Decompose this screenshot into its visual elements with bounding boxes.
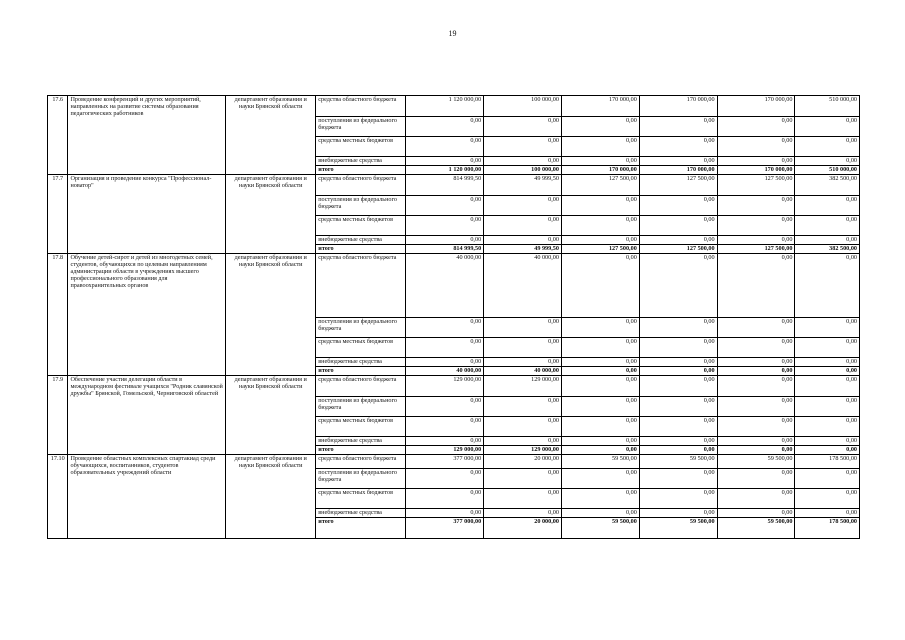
amount-cell: 510 000,00 bbox=[795, 166, 860, 175]
funding-source: средства местных бюджетов bbox=[316, 489, 406, 509]
amount-cell: 0,00 bbox=[561, 437, 639, 446]
amount-cell: 127 500,00 bbox=[639, 245, 717, 254]
funding-source: средства областного бюджета bbox=[316, 175, 406, 196]
amount-cell: 382 500,00 bbox=[795, 175, 860, 196]
funding-source: средства областного бюджета bbox=[316, 376, 406, 397]
funding-source: средства местных бюджетов bbox=[316, 137, 406, 157]
amount-cell: 49 999,50 bbox=[484, 245, 562, 254]
amount-cell: 0,00 bbox=[639, 417, 717, 437]
funding-source: итого bbox=[316, 446, 406, 455]
funding-source: итого bbox=[316, 518, 406, 539]
amount-cell: 0,00 bbox=[561, 358, 639, 367]
amount-cell: 129 000,00 bbox=[406, 446, 484, 455]
amount-cell: 49 999,50 bbox=[484, 175, 562, 196]
item-name: Организация и проведение конкурса "Профессионал-новатор" bbox=[68, 175, 226, 254]
funding-source: итого bbox=[316, 166, 406, 175]
funding-source: средства областного бюджета bbox=[316, 254, 406, 318]
amount-cell: 0,00 bbox=[795, 254, 860, 318]
item-executor: департамент образования и науки Брянской области bbox=[226, 254, 316, 376]
amount-cell: 0,00 bbox=[406, 509, 484, 518]
item-code: 17.8 bbox=[48, 254, 68, 376]
amount-cell: 0,00 bbox=[717, 318, 795, 338]
amount-cell: 0,00 bbox=[484, 338, 562, 358]
amount-cell: 127 500,00 bbox=[561, 245, 639, 254]
amount-cell: 0,00 bbox=[639, 367, 717, 376]
amount-cell: 0,00 bbox=[795, 417, 860, 437]
amount-cell: 0,00 bbox=[561, 338, 639, 358]
funding-source: средства областного бюджета bbox=[316, 96, 406, 117]
budget-table bbox=[47, 95, 860, 539]
amount-cell: 0,00 bbox=[717, 367, 795, 376]
table-row bbox=[48, 96, 860, 117]
amount-cell: 170 000,00 bbox=[639, 166, 717, 175]
amount-cell: 0,00 bbox=[795, 137, 860, 157]
amount-cell: 0,00 bbox=[717, 254, 795, 318]
amount-cell: 0,00 bbox=[561, 489, 639, 509]
amount-cell: 0,00 bbox=[795, 397, 860, 417]
table-row bbox=[48, 455, 860, 469]
amount-cell: 1 120 000,00 bbox=[406, 166, 484, 175]
table-row bbox=[48, 175, 860, 196]
item-code: 17.10 bbox=[48, 455, 68, 539]
item-name: Проведение областных комплексных спартакиад среди обучающихся, воспитанников, студентов образовательных учреждений области bbox=[68, 455, 226, 539]
funding-source: поступления из федерального бюджета bbox=[316, 469, 406, 489]
amount-cell: 0,00 bbox=[484, 196, 562, 216]
item-name: Обеспечение участия делегации области в международном фестивале учащихся "Родник славянской дружбы" Брянской, Гомельской, Черниговской областей bbox=[68, 376, 226, 455]
amount-cell: 0,00 bbox=[561, 397, 639, 417]
item-executor: департамент образования и науки Брянской области bbox=[226, 96, 316, 175]
funding-source: средства местных бюджетов bbox=[316, 338, 406, 358]
amount-cell: 0,00 bbox=[561, 446, 639, 455]
amount-cell: 0,00 bbox=[561, 137, 639, 157]
amount-cell: 0,00 bbox=[484, 216, 562, 236]
amount-cell: 0,00 bbox=[639, 318, 717, 338]
funding-source: поступления из федерального бюджета bbox=[316, 397, 406, 417]
amount-cell: 40 000,00 bbox=[406, 254, 484, 318]
amount-cell: 0,00 bbox=[639, 358, 717, 367]
funding-source: внебюджетные средства bbox=[316, 236, 406, 245]
amount-cell: 0,00 bbox=[717, 397, 795, 417]
amount-cell: 0,00 bbox=[795, 437, 860, 446]
funding-source: итого bbox=[316, 367, 406, 376]
amount-cell: 0,00 bbox=[717, 196, 795, 216]
amount-cell: 20 000,00 bbox=[484, 455, 562, 469]
amount-cell: 170 000,00 bbox=[717, 166, 795, 175]
amount-cell: 0,00 bbox=[795, 236, 860, 245]
amount-cell: 170 000,00 bbox=[717, 96, 795, 117]
amount-cell: 129 000,00 bbox=[484, 376, 562, 397]
funding-source: внебюджетные средства bbox=[316, 437, 406, 446]
amount-cell: 814 999,50 bbox=[406, 175, 484, 196]
amount-cell: 814 999,50 bbox=[406, 245, 484, 254]
amount-cell: 129 000,00 bbox=[484, 446, 562, 455]
item-name: Обучение детей-сирот и детей из многодетных семей, студентов, обучающихся по целевым направлениям администрации области в учреждениях высшего профессионального образования для правоохранительных органов bbox=[68, 254, 226, 376]
amount-cell: 0,00 bbox=[795, 489, 860, 509]
amount-cell: 0,00 bbox=[639, 117, 717, 137]
amount-cell: 0,00 bbox=[406, 358, 484, 367]
amount-cell: 0,00 bbox=[561, 216, 639, 236]
amount-cell: 20 000,00 bbox=[484, 518, 562, 539]
table-row bbox=[48, 376, 860, 397]
amount-cell: 0,00 bbox=[406, 137, 484, 157]
amount-cell: 0,00 bbox=[639, 196, 717, 216]
amount-cell: 0,00 bbox=[639, 446, 717, 455]
amount-cell: 0,00 bbox=[406, 157, 484, 166]
item-executor: департамент образования и науки Брянской области bbox=[226, 175, 316, 254]
funding-source: средства местных бюджетов bbox=[316, 417, 406, 437]
amount-cell: 0,00 bbox=[639, 376, 717, 397]
amount-cell: 0,00 bbox=[717, 376, 795, 397]
amount-cell: 0,00 bbox=[795, 157, 860, 166]
amount-cell: 0,00 bbox=[639, 338, 717, 358]
amount-cell: 0,00 bbox=[639, 254, 717, 318]
amount-cell: 0,00 bbox=[561, 196, 639, 216]
amount-cell: 59 500,00 bbox=[717, 518, 795, 539]
amount-cell: 0,00 bbox=[639, 437, 717, 446]
item-code: 17.6 bbox=[48, 96, 68, 175]
amount-cell: 59 500,00 bbox=[639, 518, 717, 539]
amount-cell: 170 000,00 bbox=[561, 166, 639, 175]
amount-cell: 0,00 bbox=[639, 509, 717, 518]
amount-cell: 0,00 bbox=[795, 367, 860, 376]
amount-cell: 0,00 bbox=[484, 236, 562, 245]
amount-cell: 0,00 bbox=[795, 376, 860, 397]
amount-cell: 0,00 bbox=[561, 417, 639, 437]
amount-cell: 0,00 bbox=[406, 236, 484, 245]
amount-cell: 377 000,00 bbox=[406, 455, 484, 469]
amount-cell: 59 500,00 bbox=[717, 455, 795, 469]
amount-cell: 0,00 bbox=[561, 469, 639, 489]
amount-cell: 0,00 bbox=[406, 318, 484, 338]
amount-cell: 40 000,00 bbox=[406, 367, 484, 376]
amount-cell: 0,00 bbox=[484, 358, 562, 367]
amount-cell: 0,00 bbox=[484, 397, 562, 417]
funding-source: средства местных бюджетов bbox=[316, 216, 406, 236]
amount-cell: 178 500,00 bbox=[795, 518, 860, 539]
amount-cell: 0,00 bbox=[717, 509, 795, 518]
amount-cell: 0,00 bbox=[795, 358, 860, 367]
amount-cell: 0,00 bbox=[561, 318, 639, 338]
amount-cell: 0,00 bbox=[484, 318, 562, 338]
amount-cell: 127 500,00 bbox=[561, 175, 639, 196]
amount-cell: 0,00 bbox=[561, 157, 639, 166]
amount-cell: 0,00 bbox=[795, 216, 860, 236]
amount-cell: 1 120 000,00 bbox=[406, 96, 484, 117]
amount-cell: 0,00 bbox=[717, 236, 795, 245]
amount-cell: 0,00 bbox=[561, 254, 639, 318]
amount-cell: 0,00 bbox=[717, 117, 795, 137]
amount-cell: 170 000,00 bbox=[639, 96, 717, 117]
amount-cell: 0,00 bbox=[561, 376, 639, 397]
amount-cell: 0,00 bbox=[406, 397, 484, 417]
funding-source: поступления из федерального бюджета bbox=[316, 196, 406, 216]
funding-source: внебюджетные средства bbox=[316, 509, 406, 518]
amount-cell: 0,00 bbox=[795, 117, 860, 137]
amount-cell: 0,00 bbox=[639, 216, 717, 236]
amount-cell: 0,00 bbox=[795, 338, 860, 358]
amount-cell: 0,00 bbox=[717, 446, 795, 455]
amount-cell: 0,00 bbox=[406, 338, 484, 358]
amount-cell: 0,00 bbox=[406, 469, 484, 489]
amount-cell: 0,00 bbox=[795, 318, 860, 338]
amount-cell: 0,00 bbox=[717, 137, 795, 157]
amount-cell: 0,00 bbox=[717, 157, 795, 166]
amount-cell: 0,00 bbox=[717, 489, 795, 509]
amount-cell: 129 000,00 bbox=[406, 376, 484, 397]
amount-cell: 178 500,00 bbox=[795, 455, 860, 469]
amount-cell: 59 500,00 bbox=[639, 455, 717, 469]
table-row bbox=[48, 254, 860, 318]
amount-cell: 100 000,00 bbox=[484, 96, 562, 117]
amount-cell: 0,00 bbox=[484, 157, 562, 166]
amount-cell: 0,00 bbox=[717, 437, 795, 446]
amount-cell: 0,00 bbox=[717, 358, 795, 367]
amount-cell: 170 000,00 bbox=[561, 96, 639, 117]
amount-cell: 0,00 bbox=[795, 469, 860, 489]
amount-cell: 0,00 bbox=[795, 446, 860, 455]
amount-cell: 0,00 bbox=[795, 196, 860, 216]
item-name: Проведение конференций и других мероприятий, направленных на развитие системы образования педагогических работников bbox=[68, 96, 226, 175]
amount-cell: 40 000,00 bbox=[484, 367, 562, 376]
page-number: 19 bbox=[448, 29, 457, 38]
funding-source: итого bbox=[316, 245, 406, 254]
amount-cell: 0,00 bbox=[717, 417, 795, 437]
amount-cell: 59 500,00 bbox=[561, 518, 639, 539]
amount-cell: 0,00 bbox=[484, 489, 562, 509]
amount-cell: 0,00 bbox=[717, 338, 795, 358]
amount-cell: 0,00 bbox=[406, 489, 484, 509]
amount-cell: 0,00 bbox=[406, 196, 484, 216]
funding-source: поступления из федерального бюджета bbox=[316, 117, 406, 137]
amount-cell: 382 500,00 bbox=[795, 245, 860, 254]
amount-cell: 0,00 bbox=[484, 117, 562, 137]
funding-source: внебюджетные средства bbox=[316, 157, 406, 166]
item-executor: департамент образования и науки Брянской области bbox=[226, 376, 316, 455]
amount-cell: 0,00 bbox=[484, 469, 562, 489]
amount-cell: 59 500,00 bbox=[561, 455, 639, 469]
amount-cell: 0,00 bbox=[406, 117, 484, 137]
amount-cell: 127 500,00 bbox=[639, 175, 717, 196]
item-code: 17.9 bbox=[48, 376, 68, 455]
amount-cell: 0,00 bbox=[561, 236, 639, 245]
amount-cell: 510 000,00 bbox=[795, 96, 860, 117]
amount-cell: 0,00 bbox=[484, 437, 562, 446]
amount-cell: 127 500,00 bbox=[717, 245, 795, 254]
amount-cell: 377 000,00 bbox=[406, 518, 484, 539]
amount-cell: 0,00 bbox=[561, 367, 639, 376]
amount-cell: 0,00 bbox=[484, 137, 562, 157]
amount-cell: 40 000,00 bbox=[484, 254, 562, 318]
funding-source: поступления из федерального бюджета bbox=[316, 318, 406, 338]
amount-cell: 0,00 bbox=[639, 489, 717, 509]
item-executor: департамент образования и науки Брянской области bbox=[226, 455, 316, 539]
amount-cell: 0,00 bbox=[484, 417, 562, 437]
funding-source: внебюджетные средства bbox=[316, 358, 406, 367]
amount-cell: 0,00 bbox=[639, 236, 717, 245]
amount-cell: 0,00 bbox=[406, 417, 484, 437]
amount-cell: 0,00 bbox=[717, 469, 795, 489]
amount-cell: 0,00 bbox=[639, 157, 717, 166]
amount-cell: 0,00 bbox=[795, 509, 860, 518]
amount-cell: 0,00 bbox=[406, 437, 484, 446]
amount-cell: 100 000,00 bbox=[484, 166, 562, 175]
amount-cell: 0,00 bbox=[717, 216, 795, 236]
funding-source: средства областного бюджета bbox=[316, 455, 406, 469]
amount-cell: 0,00 bbox=[406, 216, 484, 236]
amount-cell: 0,00 bbox=[639, 469, 717, 489]
item-code: 17.7 bbox=[48, 175, 68, 254]
amount-cell: 127 500,00 bbox=[717, 175, 795, 196]
amount-cell: 0,00 bbox=[484, 509, 562, 518]
amount-cell: 0,00 bbox=[639, 137, 717, 157]
amount-cell: 0,00 bbox=[561, 509, 639, 518]
amount-cell: 0,00 bbox=[639, 397, 717, 417]
amount-cell: 0,00 bbox=[561, 117, 639, 137]
